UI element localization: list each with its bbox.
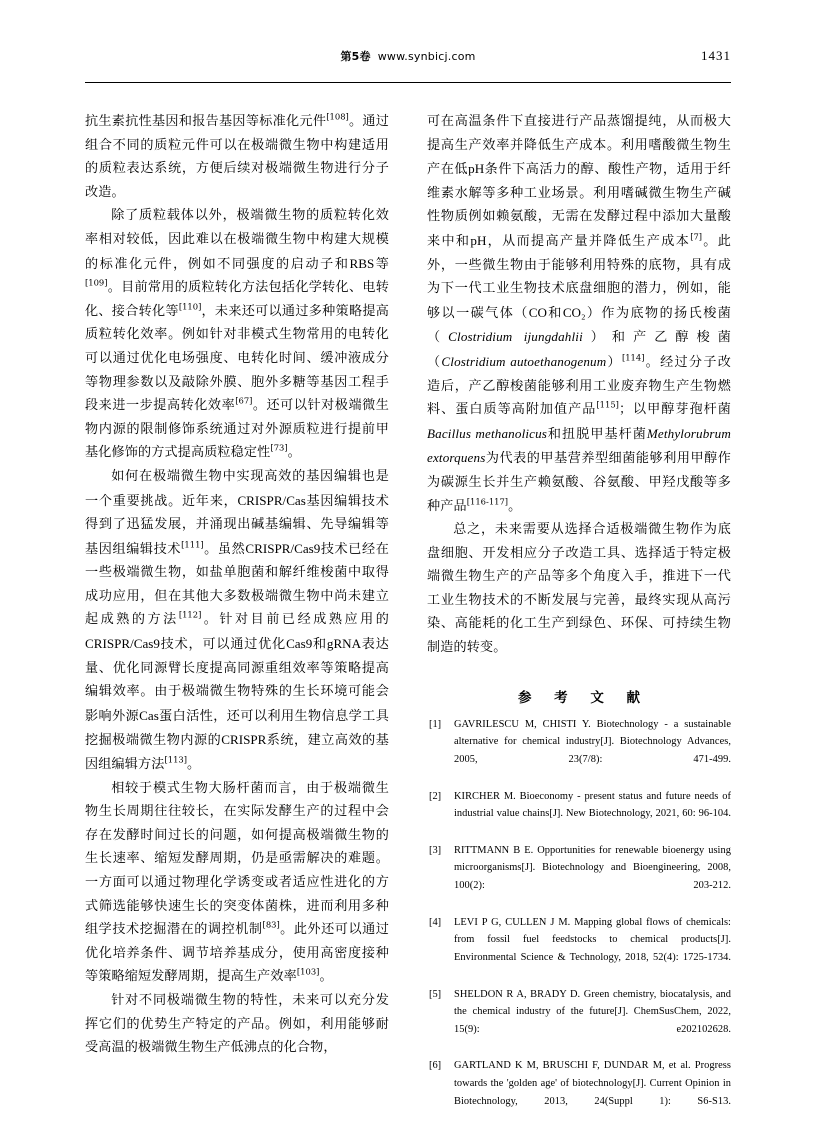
citation-reference: [111] [181, 539, 204, 550]
journal-url: www.synbicj.com [377, 50, 476, 63]
text-run: 。此外还可以通过优化培养条件、调节培养基成分，使用高密度接种等策略缩短发酵周期，提高生产效率 [85, 922, 390, 985]
species-name: Clostridium ijungdahlii [448, 329, 583, 345]
citation-reference: [67] [235, 395, 253, 406]
citation-reference: [114] [621, 352, 645, 363]
text-run: 基因编辑技术得到了迅猛发展，并涌现出碱基编辑、先导编辑等基因组编辑技术 [85, 493, 389, 557]
latin-term: gRNA [326, 636, 362, 652]
reference-entry [427, 716, 731, 786]
text-run: 相较于模式生物大肠杆菌而言，由于极端微生物生长周期往往较长，在实际发酵生产的过程中会存在发酵时间过长的问题，如何提高极端微生物的生长速率、缩短发酵周期，仍是亟需解决的难题。一方面可以通过物理化学诱变或者适应性进化的方式筛选能够快速生长的突变体菌株，进而利用多种组学技术挖掘潜在的调控机制 [85, 780, 389, 938]
paragraph [427, 518, 731, 660]
citation-reference: [110] [178, 301, 202, 312]
text-run: 蛋白活性，还可以利用生物信息学工具挖掘极端微生物内源的 [85, 708, 389, 749]
paragraph [85, 989, 389, 1060]
text-run: 和扭脱甲基杆菌 [547, 426, 647, 442]
citation-reference: [73] [270, 442, 288, 453]
text-run: 如何在极端微生物中实现高效的基因编辑也是一个重要挑战。近年来， [85, 468, 389, 509]
reference-number: [6] [429, 1060, 442, 1072]
citation-reference: [115] [596, 399, 619, 410]
reference-entry [427, 842, 731, 912]
citation-reference: [83] [262, 919, 280, 930]
reference-number: [5] [429, 988, 442, 1000]
left-column-body [85, 110, 389, 1060]
citation-reference: [108] [326, 111, 349, 122]
text-run: ，未来还可以通过多种策略提高质粒转化效率。例如针对非模式生物常用的电转化可以通过优化电场强度、电转化时间、缓冲液成分等物理参数以及敲除外膜、胞外多糖等基因工程手段来进一步提高转化效率 [85, 303, 389, 414]
text-run: ） [606, 354, 622, 370]
text-run: 。经过分子改造后，产乙醇梭菌能够利用工业废弃物生产生物燃料、蛋白质等高附加值产品 [427, 354, 731, 418]
latin-term: Cas [139, 707, 159, 723]
reference-text: LEVI P G, CULLEN J M. Mapping global flows of chemicals: from fossil fuel feedstocks to chemical products[J]. Environmental Science & Technology, 2018, 52(4): 1725-1734. [454, 916, 731, 963]
text-run: 条件下高活力的醇、酸性产物，适用于纤维素水解等多种工业场景。利用嗜碱微生物生产碱性物质例如赖氨酸，无需在发酵过程中添加大量酸来中和 [427, 162, 731, 249]
reference-number: [3] [429, 844, 442, 856]
paragraph [85, 465, 389, 777]
reference-number: [1] [429, 718, 442, 730]
citation-reference: [112] [178, 610, 202, 621]
reference-entry [427, 788, 731, 841]
reference-number: [4] [429, 916, 442, 928]
text-run: 表达量、优化同源臂长度提高同源重组效率等策略提高编辑效率。由于极端微生物特殊的生长环境可能会影响外源 [85, 637, 389, 724]
reference-entry [427, 986, 731, 1056]
latin-term: CO [528, 304, 547, 320]
text-run: 技术已经在一些极端微生物，如盐单胞菌和解纤维梭菌中取得成功应用，但在其他大多数极端微生物中尚未建立起成熟的方法 [85, 541, 389, 628]
text-run: 。虽然 [203, 541, 246, 557]
paragraph [85, 110, 389, 204]
text-run: 除了质粒载体以外，极端微生物的质粒转化效率相对较低，因此难以在极端微生物中构建大规模的标准化元件，例如不同强度的启动子和 [85, 208, 389, 272]
citation-reference: [103] [296, 967, 320, 978]
citation-reference: [113] [164, 754, 187, 765]
citation-reference: [109] [85, 277, 108, 288]
text-run: 和 [546, 305, 563, 321]
header-rule [85, 82, 731, 83]
latin-term: Cas9 [286, 636, 313, 652]
latin-term: CO₂ [562, 304, 586, 320]
citation-reference: [116-117] [466, 496, 509, 507]
reference-text: GARTLAND K M, BRUSCHI F, DUNDAR M, et al. Progress towards the 'golden age' of biotechnology[J]. Current Opinion in Biotechnology, 2013, 24(Suppl 1): S6-S13. [454, 1060, 731, 1107]
text-run: ，从而提高产量并降低生产成本 [486, 233, 691, 249]
text-run: ；以甲醇芽孢杆菌 [618, 402, 731, 418]
reference-number: [2] [429, 790, 442, 802]
paragraph [85, 777, 389, 989]
species-name: Clostridium autoethanogenum [441, 353, 607, 369]
text-run: 。 [508, 498, 522, 514]
text-run: 技术，可以通过优化 [159, 637, 287, 653]
species-name: Methylorubrum extorquens [427, 425, 731, 466]
left-column [85, 110, 389, 1060]
latin-term: pH [470, 232, 487, 248]
page-number: 1431 [701, 48, 731, 63]
latin-term: CRISPR [221, 732, 267, 748]
latin-term: CRISPR/Cas9 [245, 540, 321, 556]
text-run: 。 [319, 969, 333, 985]
text-run: 和 [312, 637, 327, 653]
text-run: 。还可以针对极端微生物内源的限制修饰系统通过对外源质粒进行提前甲基化修饰的方式提高质粒稳定性 [85, 398, 390, 461]
text-run: ）和产乙醇梭菌（ [427, 330, 731, 370]
text-run: 总之，未来需要从选择合适极端微生物作为底盘细胞、开发相应分子改造工具、选择适于特定极端微生物生产的产品等多个角度入手，推进下一代工业生物技术的不断发展与完善，最终实现从高污染、高能耗的化工生产到绿色、环保、可持续生物制造的转变。 [427, 522, 731, 656]
text-run: 等 [374, 256, 389, 272]
text-run: 。此外，一些微生物由于能够利用特殊的底物，具有成为下一代工业生物技术底盘细胞的潜力，例如，能够以一碳气体（ [427, 233, 731, 321]
references-heading: 参 考 文 献 [517, 689, 650, 706]
reference-text: RITTMANN B E. Opportunities for renewable bioenergy using microorganisms[J]. Biotechnology and Bioengineering, 2008, 100(2): 203-212. [454, 844, 731, 891]
text-run: 。目前常用的质粒转化方法包括化学转化、电转化、接合转化等 [85, 280, 389, 319]
text-run: 。针对目前已经成熟应用的 [201, 612, 389, 628]
text-run: 抗生素抗性基因和报告基因等标准化元件 [85, 114, 327, 129]
reference-entry [427, 1057, 731, 1127]
paragraph [85, 204, 389, 465]
text-run: 。 [287, 445, 301, 461]
species-name: Bacillus methanolicus [427, 425, 548, 441]
latin-term: CRISPR/Cas [237, 492, 306, 508]
reference-text: GAVRILESCU M, CHISTI Y. Biotechnology - a sustainable alternative for chemical industry[J]. Biotechnology Advances, 2005, 23(7/8): 471-499. [454, 718, 731, 765]
text-run: 为代表的甲基营养型细菌能够利用甲醇作为碳源生长并生产赖氨酸、谷氨酸、甲羟戊酸等多种产品 [427, 451, 731, 514]
right-column [427, 110, 731, 1129]
reference-text: SHELDON R A, BRADY D. Green chemistry, biocatalysis, and the chemical industry of the future[J]. ChemSusChem, 2022, 15(9): e202102628. [454, 988, 731, 1035]
paragraph [427, 110, 731, 518]
reference-text: KIRCHER M. Bioeconomy - present status and future needs of industrial value chains[J]. New Biotechnology, 2021, 60: 96-104. [454, 790, 731, 820]
text-run: 可在高温条件下直接进行产品蒸馏提纯，从而极大提高生产效率并降低生产成本。利用嗜酸微生物生产在低 [427, 114, 731, 178]
text-run: ）作为底物的扬氏梭菌（ [427, 305, 731, 346]
text-run: 。 [187, 757, 201, 773]
reference-entry [427, 914, 731, 984]
running-head-center [85, 48, 731, 64]
latin-term: CRISPR/Cas9 [85, 636, 160, 652]
text-run: 系统，建立高效的基因组编辑方法 [85, 733, 389, 773]
right-column-body [427, 110, 731, 660]
citation-reference: [7] [690, 231, 703, 242]
references-list [427, 716, 731, 1128]
volume-label: 第5卷 [340, 50, 371, 63]
text-run: 针对不同极端微生物的特性，未来可以充分发挥它们的优势生产特定的产品。例如，利用能够耐受高温的极端微生物生产低沸点的化合物， [85, 992, 389, 1056]
text-run: 。通过组合不同的质粒元件可以在极端微生物中构建适用的质粒表达系统，方便后续对极端微生物进行分子改造。 [85, 114, 390, 200]
running-head [85, 48, 731, 70]
latin-term: pH [468, 161, 485, 177]
latin-term: RBS [349, 255, 375, 271]
